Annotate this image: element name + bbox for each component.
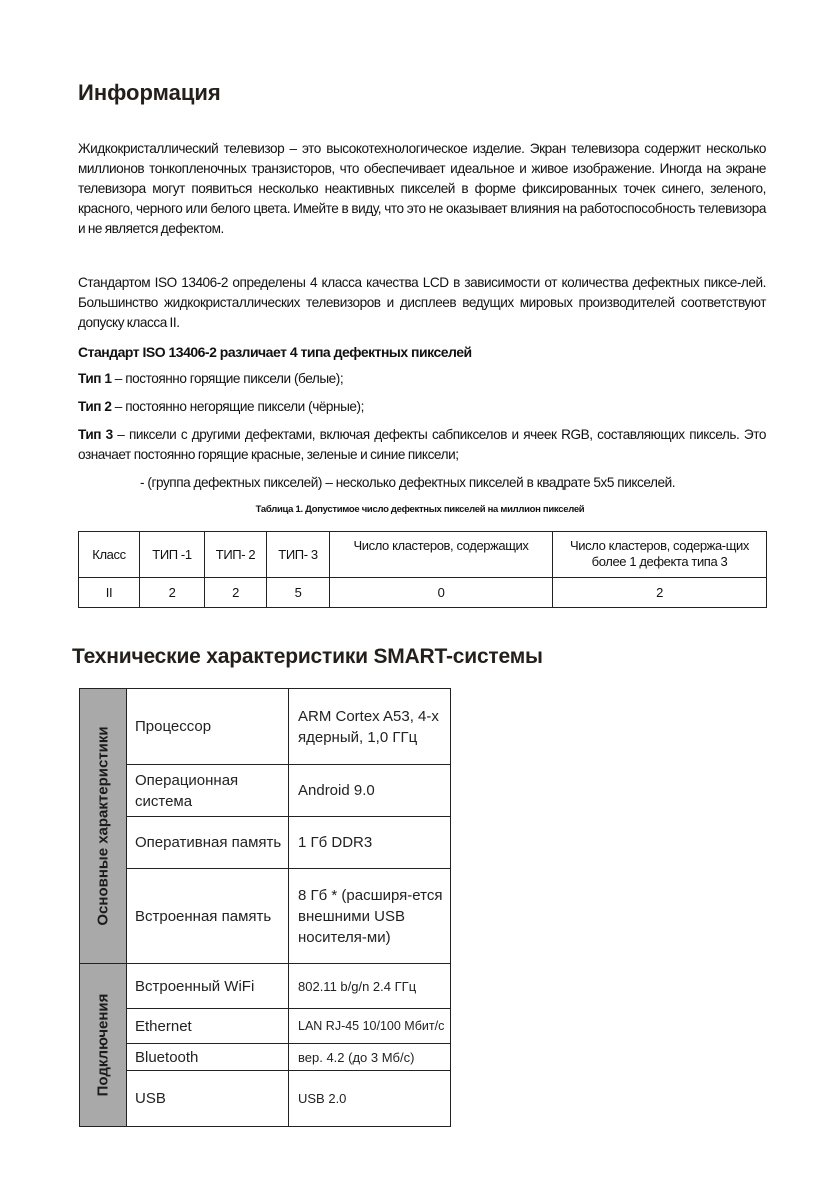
spec-row xyxy=(80,1009,451,1044)
spec-row xyxy=(80,869,451,964)
defect-pixel-table xyxy=(78,531,767,608)
spec-label: Ethernet xyxy=(127,1009,289,1044)
defect-type-text: – постоянно негорящие пиксели (чёрные); xyxy=(114,399,364,414)
spec-row xyxy=(80,964,451,1009)
info-paragraph-1: Жидкокристаллический телевизор – это высокотехнологическое изделие. Экран телевизора содержит несколько миллионов тонкопленочных транзисторов, что обеспечивает идеальное и живое изображение. Иногда на экране телевизора могут появиться несколько неактивных пикселей в форме фиксированных точек синего, зеленого, красного, черного или белого цвета. Имейте в виду, что это не оказывает влияния на работоспособность телевизора и не является дефектом. xyxy=(78,141,766,236)
defect-type-3 xyxy=(78,425,766,465)
table-cell: II xyxy=(79,578,140,608)
table-cell: 2 xyxy=(553,578,767,608)
spec-label: Встроенный WiFi xyxy=(127,964,289,1009)
defect-type-text: – пиксели с другими дефектами, включая дефекты сабпикселов и ячеек RGB, составляющих пиксель. Это означает постоянно горящие красные, зеленые и синие пиксели; xyxy=(78,427,766,462)
table-cell: 2 xyxy=(140,578,205,608)
spec-value: Android 9.0 xyxy=(289,765,451,817)
spec-row xyxy=(80,689,451,765)
column-header: Число кластеров, содержащих xyxy=(330,532,553,578)
spec-value: 802.11 b/g/n 2.4 ГГц xyxy=(289,964,451,1009)
group-connections xyxy=(80,964,127,1127)
spec-value: 8 Гб * (расширя-ется внешними USB носителя-ми) xyxy=(289,869,451,964)
spec-value: ARM Cortex A53, 4-х ядерный, 1,0 ГГц xyxy=(289,689,451,765)
spec-label: Процессор xyxy=(127,689,289,765)
spec-row xyxy=(80,1071,451,1127)
spec-value: вер. 4.2 (до 3 Мб/с) xyxy=(289,1044,451,1071)
table-cell: 2 xyxy=(205,578,267,608)
column-header: ТИП- 3 xyxy=(267,532,330,578)
spec-label: USB xyxy=(127,1071,289,1127)
table-cell: 5 xyxy=(267,578,330,608)
defect-type-label: Тип 3 xyxy=(78,427,113,442)
group-label: Основные характеристики xyxy=(94,726,112,926)
column-header: ТИП- 2 xyxy=(205,532,267,578)
spec-label: Bluetooth xyxy=(127,1044,289,1071)
defect-type-2 xyxy=(78,397,766,417)
spec-row xyxy=(80,817,451,869)
column-header: Число кластеров, содержа-щих более 1 дефекта типа 3 xyxy=(553,532,767,578)
spec-value: USB 2.0 xyxy=(289,1071,451,1127)
defect-type-text: – постоянно горящие пиксели (белые); xyxy=(114,371,344,386)
group-label: Подключения xyxy=(94,993,112,1097)
table-row xyxy=(79,578,767,608)
cluster-note: - (группа дефектных пикселей) – несколько дефектных пикселей в квадрате 5х5 пикселей. xyxy=(140,475,676,490)
spec-value: 1 Гб DDR3 xyxy=(289,817,451,869)
smart-specs-title: Технические характеристики SMART-системы xyxy=(72,645,543,668)
spec-label: Операционная система xyxy=(127,765,289,817)
table-header-row xyxy=(79,532,767,578)
info-title: Информация xyxy=(78,80,221,105)
table-cell: 0 xyxy=(330,578,553,608)
spec-value: LAN RJ-45 10/100 Мбит/с xyxy=(289,1009,451,1044)
spec-label: Оперативная память xyxy=(127,817,289,869)
table-caption: Таблица 1. Допустимое число дефектных пикселей на миллион пикселей xyxy=(255,504,585,515)
spec-row xyxy=(80,1044,451,1071)
standard-heading: Стандарт ISO 13406-2 различает 4 типа дефектных пикселей xyxy=(78,344,472,360)
smart-specs-table xyxy=(79,688,451,1127)
defect-type-1 xyxy=(78,369,766,389)
column-header: ТИП -1 xyxy=(140,532,205,578)
spec-label: Встроенная память xyxy=(127,869,289,964)
defect-type-label: Тип 2 xyxy=(78,399,112,414)
spec-row xyxy=(80,765,451,817)
info-paragraph-2: Стандартом ISO 13406-2 определены 4 класса качества LCD в зависимости от количества дефектных пиксе-лей. Большинство жидкокристаллических телевизоров и дисплеев ведущих мировых производителей соответствуют допуску класса II. xyxy=(78,275,766,330)
group-main xyxy=(80,689,127,964)
column-header: Класс xyxy=(79,532,140,578)
defect-type-label: Тип 1 xyxy=(78,371,112,386)
